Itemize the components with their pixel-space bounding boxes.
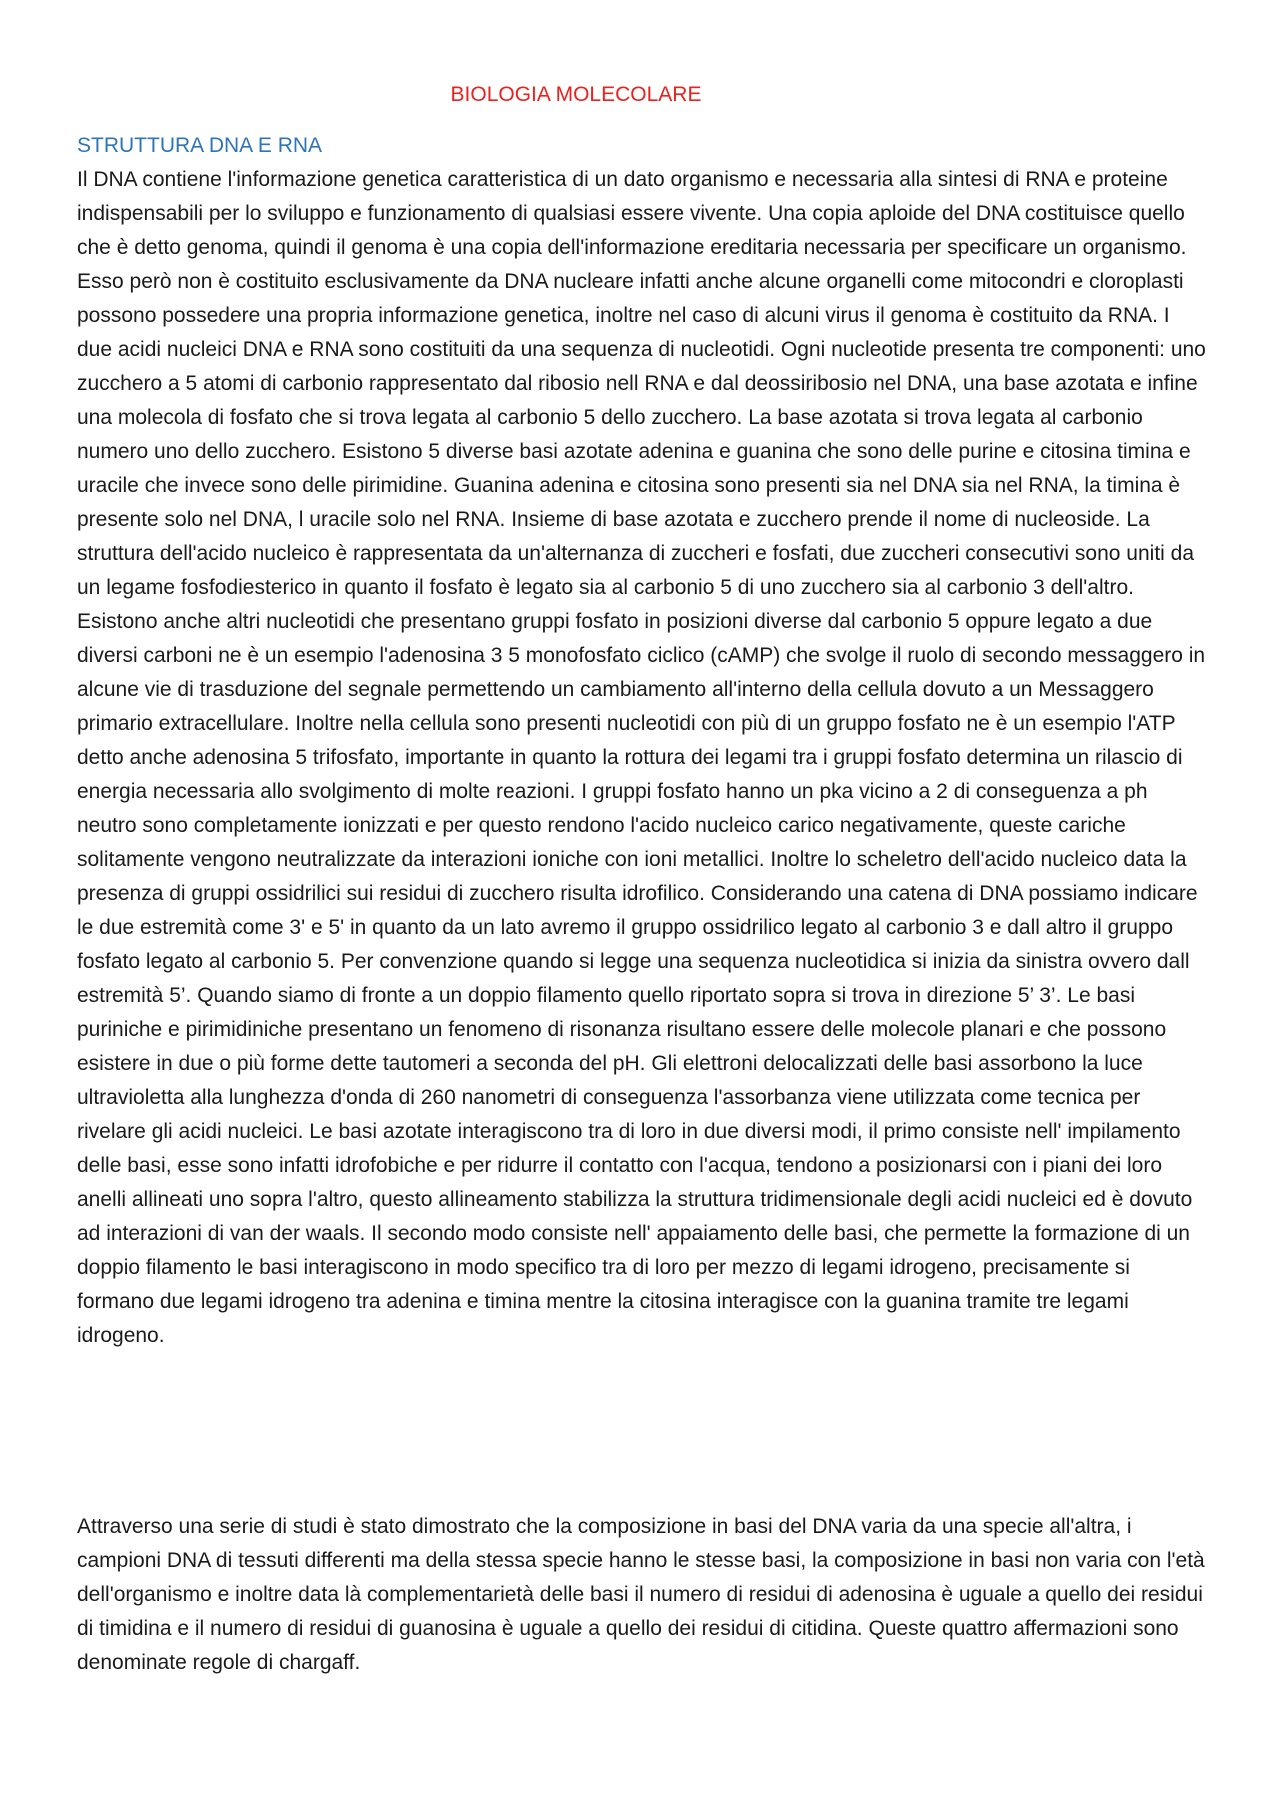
body-paragraph-1: Il DNA contiene l'informazione genetica caratteristica di un dato organismo e necessaria alla sintesi di RNA e proteine indispensabili per lo sviluppo e funzionamento di qualsiasi essere vivente. Una copia aploide del DNA costituisce quello che è detto genoma, quindi il genoma è una copia dell'informazione ereditaria necessaria per specificare un organismo. Esso però non è costituito esclusivamente da DNA nucleare infatti anche alcune organelli come mitocondri e cloroplasti possono possedere una propria informazione genetica, inoltre nel caso di alcuni virus il genoma è costituito da RNA. I due acidi nucleici DNA e RNA sono costituiti da una sequenza di nucleotidi. Ogni nucleotide presenta tre componenti: uno zucchero a 5 atomi di carbonio rappresentato dal ribosio nell RNA e dal deossiribosio nel DNA, una base azotata e infine una molecola di fosfato che si trova legata al carbonio 5 dello zucchero. La base azotata si trova legata al carbonio numero uno dello zucchero. Esistono 5 diverse basi azotate adenina e guanina che sono delle purine e citosina timina e uracile che invece sono delle pirimidine. Guanina adenina e citosina sono presenti sia nel DNA sia nel RNA, la timina è presente solo nel DNA, l uracile solo nel RNA. Insieme di base azotata e zucchero prende il nome di nucleoside. La struttura dell'acido nucleico è rappresentata da un'alternanza di zuccheri e fosfati, due zuccheri consecutivi sono uniti da un legame fosfodiesterico in quanto il fosfato è legato sia al carbonio 5 di uno zucchero sia al carbonio 3 dell'altro. Esistono anche altri nucleotidi che presentano gruppi fosfato in posizioni diverse dal carbonio 5 oppure legato a due diversi carboni ne è un esempio l'adenosina 3 5 monofosfato ciclico (cAMP) che svolge il ruolo di secondo messaggero in alcune vie di trasduzione del segnale permettendo un cambiamento all'interno della cellula dovuto a un Messaggero primario extracellulare. Inoltre nella cellula sono presenti nucleotidi con più di un gruppo fosfato ne è un esempio l'ATP detto anche adenosina 5 trifosfato, importante in quanto la rottura dei legami tra i gruppi fosfato determina un rilascio di energia necessaria allo svolgimento di molte reazioni. I gruppi fosfato hanno un pka vicino a 2 di conseguenza a ph neutro sono completamente ionizzati e per questo rendono l'acido nucleico carico negativamente, queste cariche solitamente vengono neutralizzate da interazioni ioniche con ioni metallici. Inoltre lo scheletro dell'acido nucleico data la presenza di gruppi ossidrilici sui residui di zucchero risulta idrofilico. Considerando una catena di DNA possiamo indicare le due estremità come 3' e 5' in quanto da un lato avremo il gruppo ossidrilico legato al carbonio 3 e dall altro il gruppo fosfato legato al carbonio 5. Per convenzione quando si legge una sequenza nucleotidica si inizia da sinistra ovvero dall estremità 5’. Quando siamo di fronte a un doppio filamento quello riportato sopra si trova in direzione 5’ 3’. Le basi puriniche e pirimidiniche presentano un fenomeno di risonanza risultano essere delle molecole planari e che possono esistere in due o più forme dette tautomeri a seconda del pH. Gli elettroni delocalizzati delle basi assorbono la luce ultravioletta alla lunghezza d'onda di 260 nanometri di conseguenza l'assorbanza viene utilizzata come tecnica per rivelare gli acidi nucleici. Le basi azotate interagiscono tra di loro in due diversi modi, il primo consiste nell' impilamento delle basi, esse sono infatti idrofobiche e per ridurre il contatto con l'acqua, tendono a posizionarsi con i piani dei loro anelli allineati uno sopra l'altro, questo allineamento stabilizza la struttura tridimensionale degli acidi nucleici ed è dovuto ad interazioni di van der waals. Il secondo modo consiste nell' appaiamento delle basi, che permette la formazione di un doppio filamento le basi interagiscono in modo specifico tra di loro per mezzo di legami idrogeno, precisamente si formano due legami idrogeno tra adenina e timina mentre la citosina interagisce con la guanina tramite tre legami idrogeno. — [77, 168, 1206, 1347]
body-paragraph-2: Attraverso una serie di studi è stato dimostrato che la composizione in basi del DNA varia da una specie all'altra, i campioni DNA di tessuti differenti ma della stessa specie hanno le stesse basi, la composizione in basi non varia con l'età dell'organismo e inoltre data là complementarietà delle basi il numero di residui di adenosina è uguale a quello dei residui di timidina e il numero di residui di guanosina è uguale a quello dei residui di citidina. Queste quattro affermazioni sono denominate regole di chargaff. — [77, 1515, 1205, 1674]
section-heading: STRUTTURA DNA E RNA — [77, 134, 323, 157]
document-title: BIOLOGIA MOLECOLARE — [450, 83, 702, 106]
